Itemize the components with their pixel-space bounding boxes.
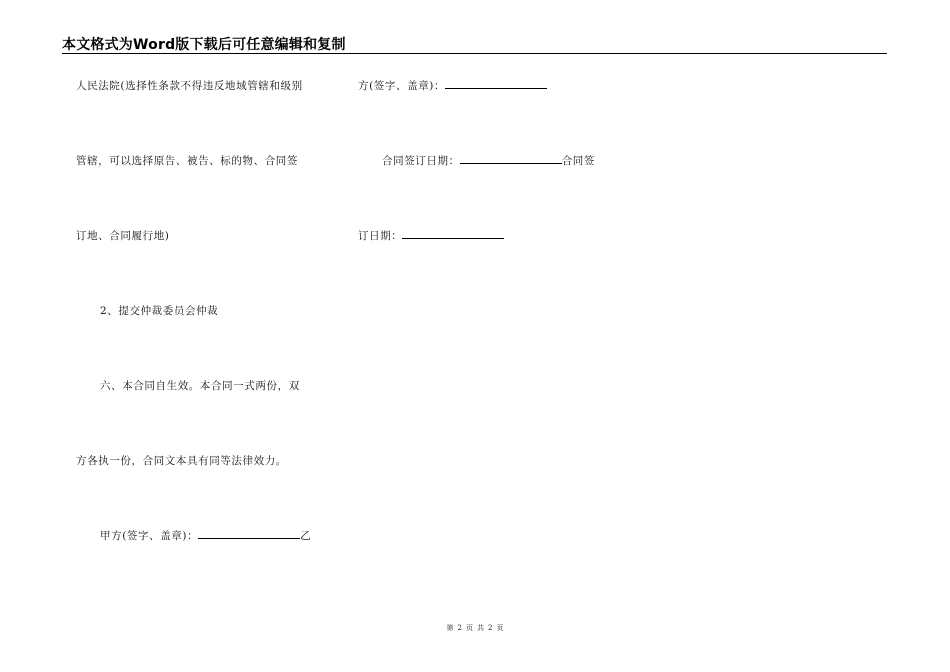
footer-page-label-1: 第 [446,624,454,632]
sign-date-blank-2 [402,229,504,239]
party-b-label-end: 方(签字、盖章)： [358,80,446,92]
left-line-6: 方各执一份，合同文本具有同等法律效力。 [76,455,287,467]
left-line-3: 订地、合同履行地) [76,230,170,242]
footer-page-number: 2 [457,624,462,632]
party-b-signature-blank [445,79,547,89]
sign-date-line-2 [358,229,504,243]
header-divider [62,53,887,54]
left-line-5: 六、本合同自生效。本合同一式两份，双 [100,380,300,392]
sign-date-line-1 [382,154,595,168]
party-a-signature-blank [198,529,300,539]
left-line-2: 管辖，可以选择原告、被告、标的物、合同签 [76,155,298,167]
party-a-label: 甲方(签字、盖章)： [100,530,199,542]
sign-date-blank-1 [460,154,562,164]
footer-total-label-1: 共 [477,624,484,632]
party-b-label-start: 乙 [300,530,312,542]
footer-total-number: 2 [488,624,493,632]
sign-date-label: 合同签订日期： [382,155,460,167]
footer-total-label-2: 页 [496,624,504,632]
left-line-4: 2、提交仲裁委员会仲裁 [100,305,219,317]
party-a-signature-line [100,529,311,543]
party-b-signature-line [358,79,547,93]
footer-page-label-2: 页 [466,624,473,632]
sign-date-label-2-start: 合同签 [561,155,596,167]
document-header-title: 本文格式为Word版下载后可任意编辑和复制 [62,37,346,53]
left-line-1: 人民法院(选择性条款不得违反地域管辖和级别 [76,80,303,92]
page-footer [0,623,950,633]
sign-date-label-2-end: 订日期： [358,230,403,242]
